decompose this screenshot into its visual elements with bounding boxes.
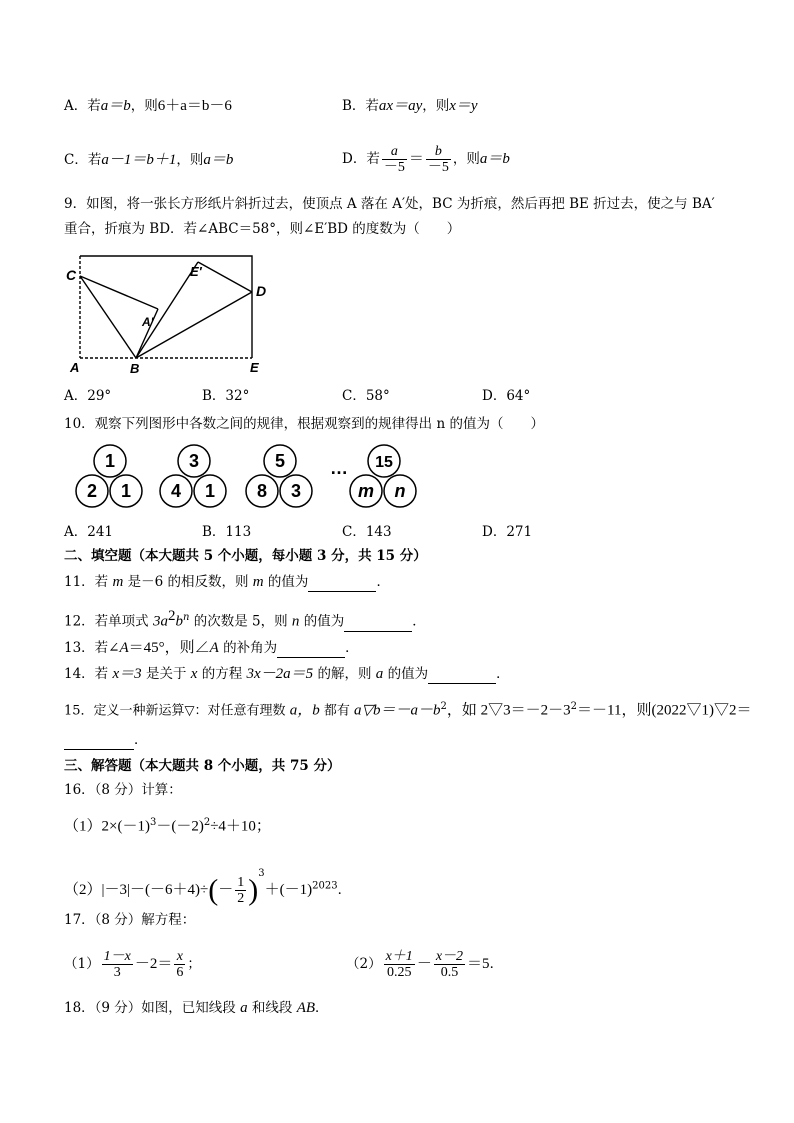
label-E: E [250, 360, 259, 375]
circle-group-4 [350, 445, 416, 507]
q14: 14．若 x＝3 是关于 x 的方程 3x－2a＝5 的解，则 a 的值为 ． [64, 666, 510, 682]
q15: 15．定义一种新运算▽：对任意有理数 a，b 都有 $a▽b=-a-b^2$，如 $2▽3=-2-3^2=-11$，则(2022▽1)▽2＝ [64, 701, 752, 719]
q15-answer-line: ． [64, 730, 148, 750]
q10-option-d: D．271 [482, 524, 533, 540]
q9-text-line1: 9．如图，将一张长方形纸片斜折过去，使顶点 A 落在 A′处，BC 为折痕，然后再把 BE 折过去，使之与 BA′ [64, 196, 715, 212]
q16-part1: $(1)2\times(-1)^3-(-2)^2\div 4+10$； [64, 817, 271, 835]
q9-text-line2: 重合，折痕为 BD．若∠ABC＝58°，则∠E′BD 的度数为（ ） [64, 221, 461, 237]
group2-left: 4 [170, 481, 182, 501]
group2-right: 1 [204, 481, 216, 501]
group3-top: 5 [274, 451, 286, 471]
label-D: D [256, 283, 267, 299]
segment-E1D [198, 262, 252, 292]
q10-circle-figures [70, 444, 430, 514]
q17-heading: 17．（8 分）解方程： [64, 912, 196, 928]
q13: 13．若∠A＝45°，则∠A 的补角为 ． [64, 640, 359, 656]
q16-part2: （2）|－3|－(－6＋4)÷(－ $\frac{1}{2}$ )$^3+(-1)^{2023}$． [64, 868, 352, 907]
q10-option-c: C．143 [342, 524, 392, 540]
circle-group-1 [76, 445, 142, 507]
group4-top: 15 [375, 454, 393, 471]
q12: 12．若单项式 $3a^2b^n$ 的次数是 5，则 n 的值为 ． [64, 608, 426, 630]
q8-option-b: B．若ax＝ay，则x＝y [342, 98, 478, 114]
group4-right: n [394, 481, 406, 501]
q8-option-a: A．若a＝b，则6＋a＝b－6 [64, 98, 232, 114]
q8-option-c: C．若a－1＝b＋1，则a＝b [64, 152, 234, 168]
label-E1: E′ [190, 264, 202, 279]
q9-option-d: D．64° [482, 388, 531, 404]
q10-option-a: A．241 [64, 524, 114, 540]
label-C: C [66, 267, 77, 283]
q11: 11．若 m 是－6 的相反数，则 m 的值为 ． [64, 574, 390, 590]
q9-option-c: C．58° [342, 388, 390, 404]
label-B: B [130, 361, 140, 376]
q8-option-d: D．若 $\frac{a}{-5}$ ＝ $\frac{b}{-5}$ ，则a＝b [342, 144, 510, 175]
answer-blank[interactable] [344, 617, 412, 632]
q10-option-b: B．113 [202, 524, 252, 540]
q17-part2: （2） $\frac{x+1}{0.25}$ － $\frac{x-2}{0.5}$ ＝5． [346, 949, 504, 980]
answer-blank[interactable] [277, 643, 345, 658]
group4-left: m [357, 481, 375, 501]
circle-group-2 [160, 445, 226, 507]
section3-title: 三、解答题（本大题共 8 个小题，共 75 分） [64, 758, 341, 774]
q9-option-b: B．32° [202, 388, 250, 404]
group3-left: 8 [256, 481, 268, 501]
answer-blank[interactable] [308, 577, 376, 592]
label-A1: A′ [142, 315, 154, 329]
group3-right: 3 [290, 481, 302, 501]
section2-title: 二、填空题（本大题共 5 个小题，每小题 3 分，共 15 分） [64, 548, 427, 564]
q16-heading: 16．（8 分）计算： [64, 782, 182, 798]
label-A: A [70, 360, 80, 375]
ellipsis: … [330, 458, 348, 478]
q9-figure [62, 246, 282, 378]
circle-group-3 [246, 445, 312, 507]
answer-blank[interactable] [428, 669, 496, 684]
group1-right: 1 [120, 481, 132, 501]
group1-top: 1 [104, 451, 116, 471]
q10-text: 10．观察下列图形中各数之间的规律，根据观察到的规律得出 n 的值为（ ） [64, 416, 544, 432]
q18: 18．（9 分）如图，已知线段 a 和线段 AB． [64, 1000, 329, 1016]
q9-option-a: A．29° [64, 388, 112, 404]
answer-blank[interactable] [64, 735, 134, 750]
q17-part1: （1） $\frac{1-x}{3}$ －2＝ $\frac{x}{6}$ ； [64, 949, 201, 980]
group2-top: 3 [188, 451, 200, 471]
group1-left: 2 [86, 481, 98, 501]
segment-BE1 [136, 262, 198, 358]
